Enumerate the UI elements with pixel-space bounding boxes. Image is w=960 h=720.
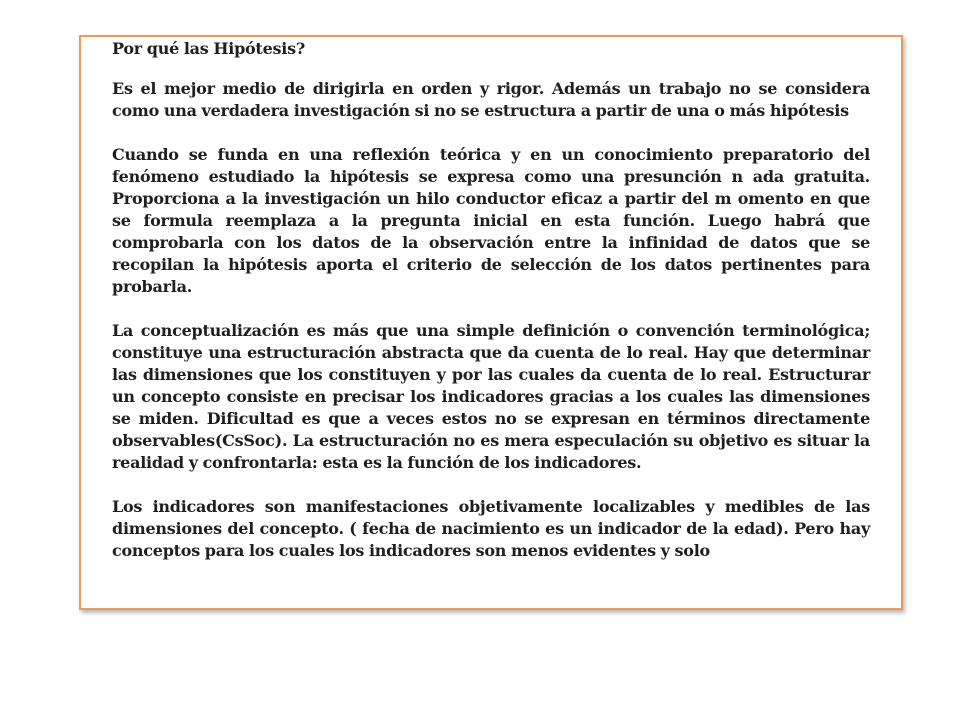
paragraph-conceptualization: La conceptualización es más que una simple definición o convención terminológica; constituye una estructuración abstracta que da cuenta de lo real. Hay que determinar las dimensiones que los constituyen y por las cuales da cuenta de lo real. Estructurar un concepto consiste en precisar los indicadores gracias a los cuales las dimensiones se miden. Dificultad es que a veces estos no se expresan en términos directamente observables(CsSoc). La estructuración no es mera especulación su objetivo es situar la realidad y confrontarla: esta es la función de los indicadores. <box>112 321 870 472</box>
paragraph-indicators: Los indicadores son manifestaciones objetivamente localizables y medibles de las dimensiones del concepto. ( fecha de nacimiento es un indicador de la edad). Pero hay conceptos para los cuales los indicadores son menos evidentes y solo <box>112 497 870 560</box>
document-frame <box>79 35 903 610</box>
document-body <box>112 37 870 562</box>
document-title: Por qué las Hipótesis? <box>112 39 305 58</box>
paragraph-theoretical-reflection: Cuando se funda en una reflexión teórica y en un conocimiento preparatorio del fenómeno estudiado la hipótesis se expresa como una presunción n ada gratuita. Proporciona a la investigación un hilo conductor eficaz a partir del m omento en que se formula reemplaza a la pregunta inicial en esta función. Luego habrá que comprobarla con los datos de la observación entre la infinidad de datos que se recopilan la hipótesis aporta el criterio de selección de los datos pertinentes para probarla. <box>112 145 870 296</box>
paragraph-hypothesis-purpose: Es el mejor medio de dirigirla en orden y rigor. Además un trabajo no se considera como una verdadera investigación si no se estructura a partir de una o más hipótesis <box>112 79 870 120</box>
